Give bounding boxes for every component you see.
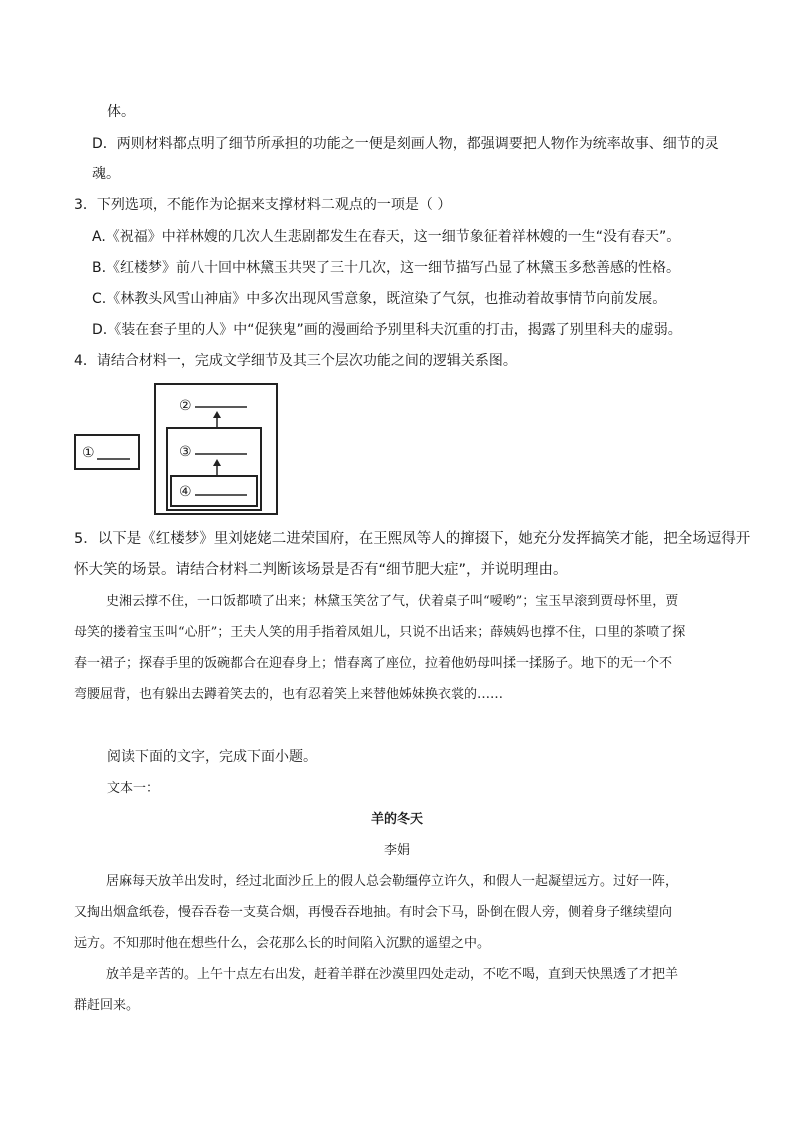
para1-line2: 又掏出烟盒纸卷，慢吞吞卷一支莫合烟，再慢吞吞地抽。有时会下马，卧倒在假人旁，侧着身子继续望向: [74, 905, 673, 920]
para2-line1: 放羊是辛苦的。上午十点左右出发，赶着羊群在沙漠里四处走动，不吃不喝，直到天快黑透了才把羊: [106, 967, 679, 982]
para1-line1: 居麻每天放羊出发时，经过北面沙丘上的假人总会勒缰停立许久，和假人一起凝望远方。过好一阵，: [106, 874, 679, 889]
q2-continuation: 体。: [107, 104, 135, 120]
q4-stem: 4．请结合材料一，完成文学细节及其三个层次功能之间的逻辑关系图。: [74, 353, 517, 369]
q5-quote-line1: 史湘云撑不住，一口饭都喷了出来；林黛玉笑岔了气，伏着桌子叫“嗳哟”；宝玉早滚到贾母怀里，贾: [106, 594, 679, 609]
q3-option-c: C.《林教头风雪山神庙》中多次出现风雪意象，既渲染了气氛，也推动着故事情节向前发展。: [92, 291, 667, 307]
q3-option-a: A.《祝福》中祥林嫂的几次人生悲剧都发生在春天，这一细节象征着祥林嫂的一生“没有春天”。: [92, 229, 681, 245]
q5-quote-line2: 母笑的搂着宝玉叫“心肝”；王夫人笑的用手指着凤姐儿，只说不出话来；薛姨妈也撑不住，口里的茶喷了探: [74, 625, 686, 640]
diagram-label-4: ④: [179, 484, 192, 500]
para2-line2: 群赶回来。: [74, 998, 140, 1013]
q3-option-b: B.《红楼梦》前八十回中林黛玉共哭了三十几次，这一细节描写凸显了林黛玉多愁善感的性格。: [92, 260, 681, 276]
q5-quote-line4: 弯腰屈背，也有躲出去蹲着笑去的，也有忍着笑上来替他姊妹换衣裳的……: [74, 687, 504, 702]
q5-stem-line2: 怀大笑的场景。请结合材料二判断该场景是否有“细节肥大症”，并说明理由。: [74, 562, 568, 578]
q5-quote-line3: 春一裙子；探春手里的饭碗都合在迎春身上；惜春离了座位，拉着他奶母叫揉一揉肠子。地下的无一个不: [74, 656, 673, 671]
q2-option-d-line2: 魂。: [92, 166, 120, 182]
passage-author: 李娟: [383, 843, 410, 858]
reading-instruction: 阅读下面的文字，完成下面小题。: [107, 749, 317, 765]
q2-option-d-line1: D．两则材料都点明了细节所承担的功能之一便是刻画人物，都强调要把人物作为统率故事、细节的灵: [92, 136, 719, 152]
diagram-label-3: ③: [179, 444, 192, 460]
q3-stem: 3．下列选项，不能作为论据来支撑材料二观点的一项是（ ）: [74, 197, 452, 213]
para1-line3: 远方。不知那时他在想些什么，会花那么长的时间陷入沉默的遥望之中。: [74, 936, 491, 951]
text-label: 文本一：: [107, 781, 160, 796]
passage-title: 羊的冬天: [370, 812, 423, 827]
q3-option-d: D.《装在套子里的人》中“促狭鬼”画的漫画给予别里科夫沉重的打击，揭露了别里科夫的虚弱。: [92, 322, 682, 338]
logic-diagram: [72, 382, 282, 517]
diagram-label-2: ②: [179, 398, 192, 414]
diagram-label-1: ①: [82, 445, 95, 461]
q5-stem-line1: 5．以下是《红楼梦》里刘姥姥二进荣国府，在王熙凤等人的撺掇下，她充分发挥搞笑才能，把全场逗得开: [74, 531, 751, 547]
